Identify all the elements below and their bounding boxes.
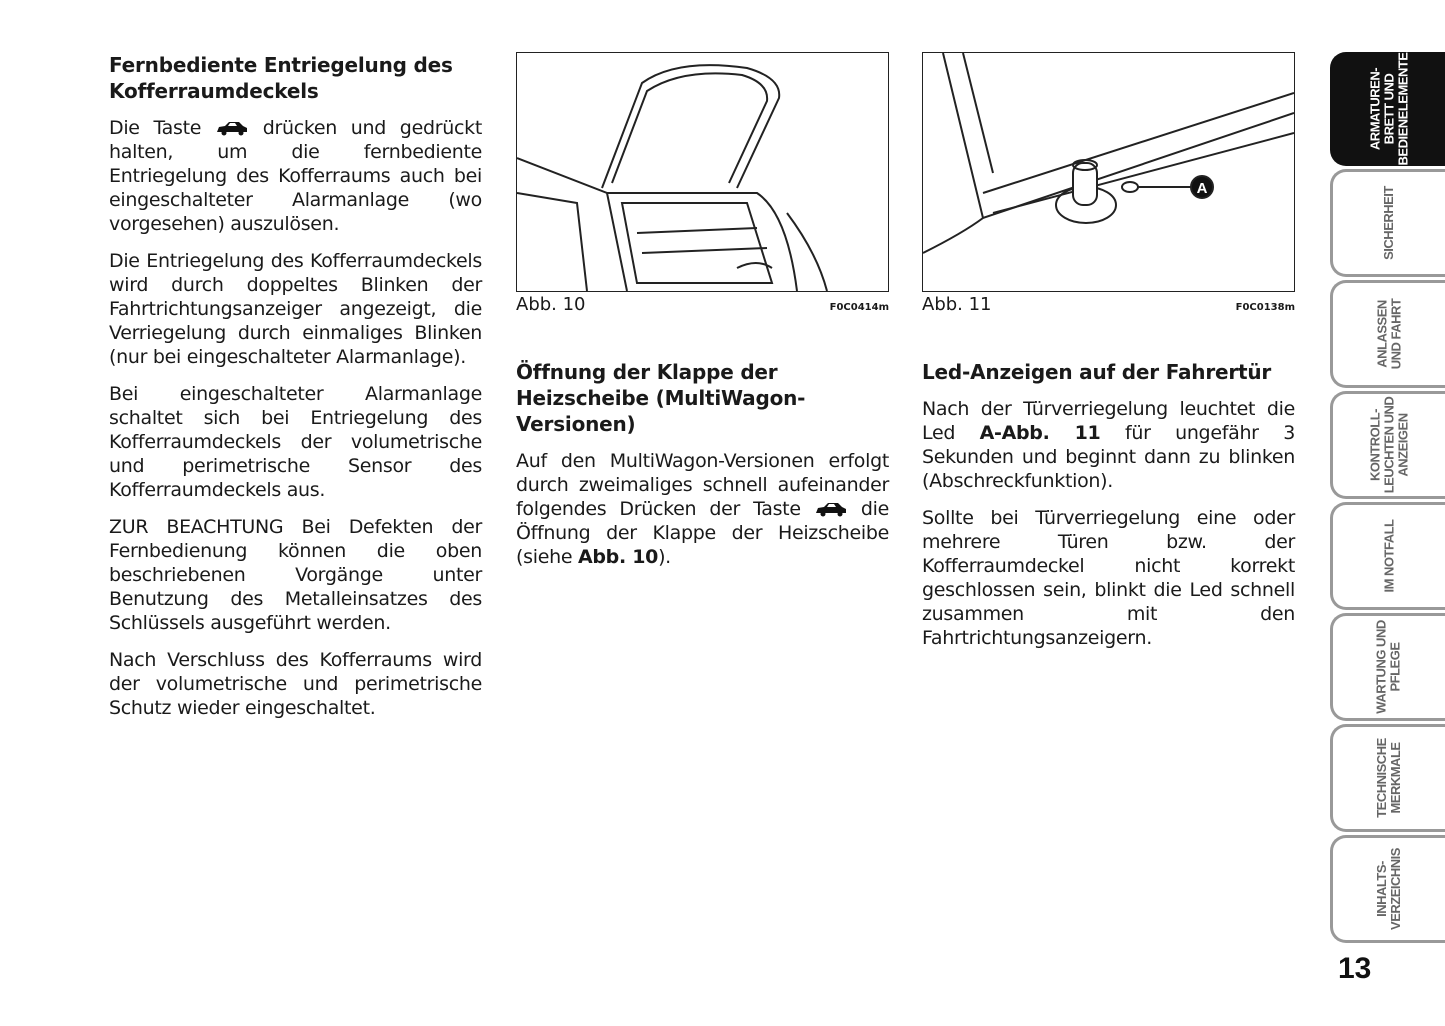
column-1 — [109, 52, 482, 733]
paragraph: Die Taste drücken und gedrückt halten, um die fernbediente Entriegelung des Kofferraums auch bei eingeschalteter Alarmanlage (wo vorgesehen) auszulösen. — [109, 117, 482, 235]
column-3 — [922, 52, 1295, 663]
chapter-tabs — [1330, 52, 1445, 946]
paragraph: Nach Verschluss des Kofferraums wird der volumetrische und perimetrische Schutz wieder eingeschaltet. — [109, 649, 482, 719]
paragraph: ZUR BEACHTUNG Bei Defekten der Fernbedienung können die oben beschriebenen Vorgänge unter Benutzung des Metalleinsatzes des Schlüssels ausgeführt werden. — [109, 516, 482, 634]
tab-inhaltsverzeichnis[interactable]: INHALTS- VERZEICHNIS — [1330, 835, 1445, 943]
figure-11-door-led-illustration — [922, 52, 1295, 292]
column-2 — [516, 52, 889, 582]
section-heading: Fernbediente Entriegelung des Kofferraumdeckels — [109, 53, 453, 103]
tab-sicherheit[interactable]: SICHERHEIT — [1330, 169, 1445, 277]
paragraph: Nach der Türverriegelung leuchtet die Led A-Abb. 11 für ungefähr 3 Sekunden und beginnt dann zu blinken (Abschreckfunktion). — [922, 398, 1295, 492]
car-trunk-icon — [215, 120, 249, 136]
section-heading: Öffnung der Klappe der Heizscheibe (MultiWagon-Versionen) — [516, 360, 806, 436]
paragraph: Bei eingeschalteter Alarmanlage schaltet sich bei Entriegelung des Kofferraumdeckels der volumetrische und perimetrische Sensor des Kofferraumdeckels aus. — [109, 383, 482, 501]
page-number: 13 — [1338, 952, 1372, 985]
tab-wartung-und-pflege[interactable]: WARTUNG UND PFLEGE — [1330, 613, 1445, 721]
tab-kontrollleuchten[interactable]: KONTROLL- LEUCHTEN UND ANZEIGEN — [1330, 391, 1445, 499]
figure-caption: Abb. 11 F0C0138m — [922, 294, 1295, 315]
car-trunk-icon — [814, 501, 848, 517]
callout-label-a: A — [1196, 180, 1208, 197]
tab-armaturenbrett[interactable]: ARMATUREN- BRETT UND BEDIENELEMENTE — [1330, 52, 1445, 166]
paragraph: Die Entriegelung des Kofferraumdeckels wird durch doppeltes Blinken der Fahrtrichtungsanzeiger angezeigt, die Verriegelung durch einmaliges Blinken (nur bei eingeschalteter Alarmanlage). — [109, 250, 482, 368]
paragraph: Auf den MultiWagon-Versionen erfolgt durch zweimaliges schnell aufeinander folgendes Drücken der Taste die Öffnung der Klappe der Heizscheibe (siehe Abb. 10). — [516, 450, 889, 568]
figure-reference: A-Abb. 11 — [979, 422, 1101, 444]
figure-reference: Abb. 10 — [577, 546, 659, 568]
tab-technische-merkmale[interactable]: TECHNISCHE MERKMALE — [1330, 724, 1445, 832]
paragraph: Sollte bei Türverriegelung eine oder mehrere Türen bzw. der Kofferraumdeckel nicht korrekt geschlossen sein, blinkt die Led schnell zusammen mit den Fahrtrichtungsanzeigern. — [922, 507, 1295, 649]
figure-caption: Abb. 10 F0C0414m — [516, 294, 889, 315]
tab-anlassen-und-fahrt[interactable]: ANLASSEN UND FAHRT — [1330, 280, 1445, 388]
tab-im-notfall[interactable]: IM NOTFALL — [1330, 502, 1445, 610]
figure-10-rear-hatch-illustration — [516, 52, 889, 292]
section-heading: Led-Anzeigen auf der Fahrertür — [922, 360, 1272, 384]
